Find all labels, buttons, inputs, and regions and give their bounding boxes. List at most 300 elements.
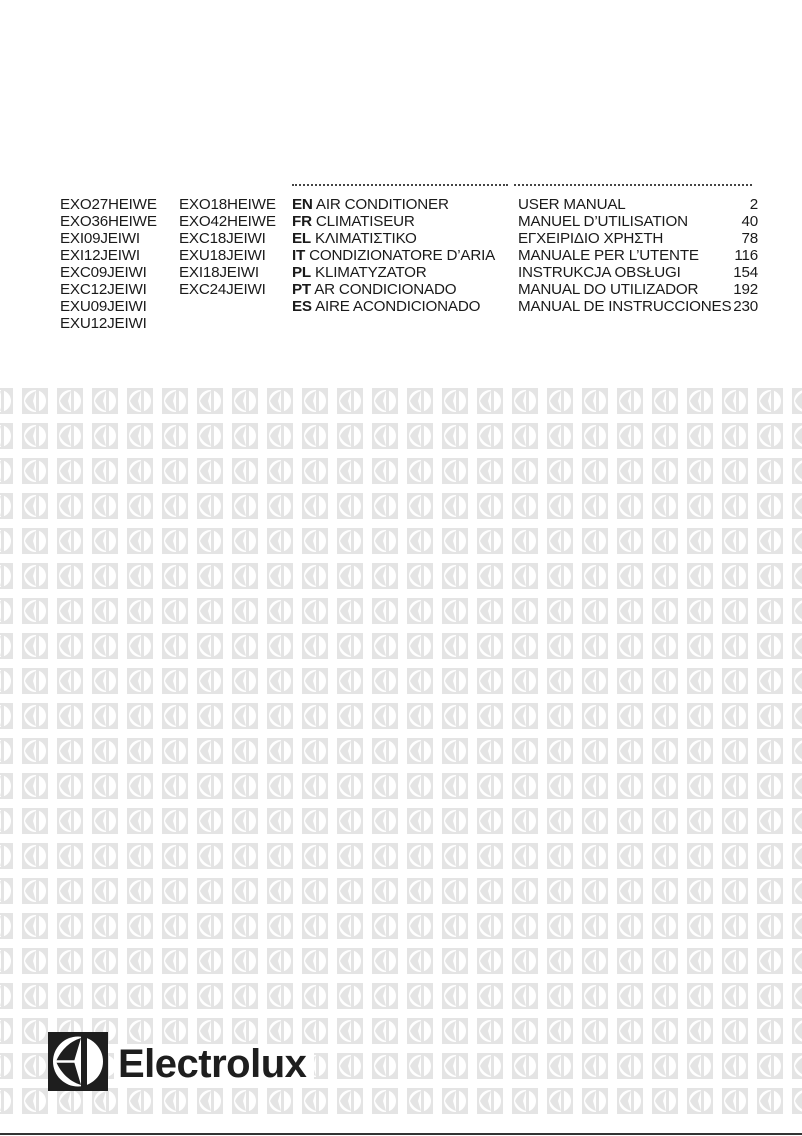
pattern-logo-tile — [757, 983, 783, 1009]
pattern-logo-tile — [197, 423, 223, 449]
pattern-logo-tile — [267, 458, 293, 484]
pattern-logo-tile — [57, 528, 83, 554]
pattern-logo-tile — [792, 843, 802, 869]
pattern-logo-tile — [57, 948, 83, 974]
bottom-rule — [0, 1133, 802, 1135]
pattern-logo-tile — [407, 1053, 433, 1079]
pattern-logo-tile — [57, 773, 83, 799]
pattern-logo-tile — [0, 913, 13, 939]
pattern-logo-tile — [477, 1053, 503, 1079]
pattern-logo-tile — [92, 703, 118, 729]
pattern-logo-tile — [617, 563, 643, 589]
pattern-logo-tile — [582, 773, 608, 799]
pattern-logo-tile — [407, 878, 433, 904]
dotted-divider-right — [514, 184, 752, 186]
pattern-logo-tile — [302, 423, 328, 449]
pattern-logo-tile — [232, 598, 258, 624]
pattern-logo-tile — [442, 633, 468, 659]
pattern-logo-tile — [477, 913, 503, 939]
language-row — [292, 196, 495, 213]
pattern-logo-tile — [57, 983, 83, 1009]
pattern-logo-tile — [162, 388, 188, 414]
pattern-logo-tile — [512, 458, 538, 484]
pattern-logo-tile — [652, 598, 678, 624]
pattern-logo-tile — [547, 983, 573, 1009]
pattern-logo-tile — [92, 528, 118, 554]
pattern-logo-tile — [757, 633, 783, 659]
pattern-logo-tile — [372, 983, 398, 1009]
pattern-logo-tile — [267, 563, 293, 589]
pattern-logo-tile — [512, 913, 538, 939]
model-number: EXU18JEIWI — [179, 247, 266, 264]
pattern-logo-tile — [582, 983, 608, 1009]
pattern-logo-tile — [197, 703, 223, 729]
pattern-logo-tile — [617, 808, 643, 834]
pattern-logo-tile — [22, 843, 48, 869]
pattern-logo-tile — [722, 808, 748, 834]
pattern-logo-tile — [372, 738, 398, 764]
pattern-logo-tile — [687, 458, 713, 484]
pattern-logo-tile — [687, 423, 713, 449]
pattern-logo-tile — [652, 808, 678, 834]
pattern-logo-tile — [302, 598, 328, 624]
pattern-logo-tile — [617, 388, 643, 414]
pattern-logo-tile — [232, 633, 258, 659]
pattern-logo-tile — [652, 1088, 678, 1114]
pattern-logo-tile — [57, 843, 83, 869]
page-number: 154 — [733, 264, 758, 281]
pattern-logo-tile — [687, 598, 713, 624]
pattern-logo-tile — [687, 703, 713, 729]
pattern-logo-tile — [652, 423, 678, 449]
pattern-logo-tile — [127, 1088, 153, 1114]
pattern-logo-tile — [652, 458, 678, 484]
pattern-logo-tile — [372, 598, 398, 624]
pattern-logo-tile — [757, 1088, 783, 1114]
pattern-logo-tile — [162, 808, 188, 834]
pattern-logo-tile — [547, 1018, 573, 1044]
pattern-logo-tile — [337, 528, 363, 554]
pattern-logo-tile — [582, 423, 608, 449]
manual-title: ΕΓΧΕΙΡΙΔΙΟ ΧΡΗΣΤΗ — [518, 230, 664, 247]
pattern-logo-tile — [407, 948, 433, 974]
pattern-logo-tile — [442, 423, 468, 449]
pattern-logo-tile — [162, 493, 188, 519]
manual-title: USER MANUAL — [518, 196, 626, 213]
pattern-logo-tile — [652, 703, 678, 729]
pattern-logo-tile — [302, 843, 328, 869]
pattern-logo-tile — [232, 528, 258, 554]
pattern-logo-tile — [722, 773, 748, 799]
page-number: 192 — [733, 281, 758, 298]
model-number: EXI18JEIWI — [179, 264, 259, 281]
pattern-logo-tile — [687, 633, 713, 659]
pattern-logo-tile — [372, 878, 398, 904]
pattern-logo-tile — [127, 808, 153, 834]
pattern-logo-tile — [197, 1088, 223, 1114]
pattern-logo-tile — [162, 703, 188, 729]
pattern-logo-tile — [687, 983, 713, 1009]
pattern-logo-tile — [722, 948, 748, 974]
pattern-logo-tile — [547, 493, 573, 519]
pattern-logo-tile — [372, 388, 398, 414]
language-code: PT — [292, 281, 312, 298]
pattern-logo-tile — [617, 598, 643, 624]
pattern-logo-tile — [92, 878, 118, 904]
pattern-logo-tile — [92, 1088, 118, 1114]
pattern-logo-tile — [582, 528, 608, 554]
model-number: EXO27HEIWE — [60, 196, 157, 213]
pattern-logo-tile — [757, 948, 783, 974]
pattern-logo-tile — [582, 738, 608, 764]
model-number: EXC24JEIWI — [179, 281, 266, 298]
pattern-logo-tile — [477, 388, 503, 414]
pattern-logo-tile — [477, 1088, 503, 1114]
pattern-logo-tile — [407, 598, 433, 624]
pattern-logo-tile — [0, 738, 13, 764]
model-number: EXU09JEIWI — [60, 298, 147, 315]
pattern-logo-tile — [22, 773, 48, 799]
pattern-logo-tile — [512, 563, 538, 589]
pattern-logo-tile — [22, 633, 48, 659]
pattern-logo-tile — [372, 668, 398, 694]
pattern-logo-tile — [127, 493, 153, 519]
language-code: FR — [292, 213, 312, 230]
pattern-logo-tile — [92, 913, 118, 939]
pattern-logo-tile — [757, 843, 783, 869]
pattern-logo-tile — [757, 808, 783, 834]
page-number: 2 — [749, 196, 758, 213]
pattern-logo-tile — [617, 528, 643, 554]
pattern-logo-tile — [617, 843, 643, 869]
pattern-logo-tile — [57, 563, 83, 589]
manual-title: MANUAL DO UTILIZADOR — [518, 281, 699, 298]
pattern-logo-tile — [792, 948, 802, 974]
pattern-logo-tile — [547, 563, 573, 589]
pattern-logo-tile — [407, 493, 433, 519]
manual-row — [518, 264, 758, 281]
pattern-logo-tile — [22, 1088, 48, 1114]
pattern-logo-tile — [302, 703, 328, 729]
pattern-logo-tile — [617, 913, 643, 939]
pattern-logo-tile — [232, 948, 258, 974]
pattern-logo-tile — [232, 1088, 258, 1114]
pattern-logo-tile — [757, 1018, 783, 1044]
pattern-logo-tile — [512, 878, 538, 904]
manual-title: MANUEL D’UTILISATION — [518, 213, 688, 230]
pattern-logo-tile — [57, 703, 83, 729]
pattern-logo-tile — [442, 1053, 468, 1079]
pattern-logo-tile — [512, 668, 538, 694]
pattern-logo-tile — [477, 633, 503, 659]
pattern-logo-tile — [792, 388, 802, 414]
pattern-logo-tile — [477, 808, 503, 834]
pattern-logo-tile — [582, 843, 608, 869]
pattern-logo-tile — [92, 843, 118, 869]
pattern-logo-tile — [127, 563, 153, 589]
pattern-logo-tile — [512, 773, 538, 799]
product-name: CLIMATISEUR — [315, 213, 415, 230]
pattern-logo-tile — [197, 948, 223, 974]
pattern-logo-tile — [57, 633, 83, 659]
pattern-logo-tile — [0, 423, 13, 449]
pattern-logo-tile — [302, 388, 328, 414]
pattern-logo-tile — [162, 458, 188, 484]
model-number: EXU12JEIWI — [60, 315, 147, 332]
pattern-logo-tile — [162, 598, 188, 624]
pattern-logo-tile — [267, 738, 293, 764]
pattern-logo-tile — [442, 528, 468, 554]
pattern-logo-tile — [687, 528, 713, 554]
pattern-logo-tile — [687, 808, 713, 834]
pattern-logo-tile — [722, 458, 748, 484]
pattern-logo-tile — [512, 1018, 538, 1044]
pattern-logo-tile — [57, 668, 83, 694]
pattern-logo-tile — [162, 423, 188, 449]
pattern-logo-tile — [337, 843, 363, 869]
pattern-logo-tile — [197, 843, 223, 869]
pattern-logo-tile — [302, 668, 328, 694]
pattern-logo-tile — [0, 598, 13, 624]
pattern-logo-tile — [337, 598, 363, 624]
pattern-logo-tile — [232, 388, 258, 414]
pattern-logo-tile — [302, 808, 328, 834]
pattern-logo-tile — [722, 878, 748, 904]
pattern-logo-tile — [92, 493, 118, 519]
pattern-logo-tile — [0, 633, 13, 659]
pattern-logo-tile — [302, 528, 328, 554]
pattern-logo-tile — [792, 738, 802, 764]
pattern-logo-tile — [0, 563, 13, 589]
pattern-logo-tile — [792, 598, 802, 624]
page-number: 78 — [741, 230, 758, 247]
pattern-logo-tile — [267, 528, 293, 554]
pattern-logo-tile — [617, 1018, 643, 1044]
pattern-logo-tile — [477, 528, 503, 554]
pattern-logo-tile — [162, 948, 188, 974]
pattern-logo-tile — [652, 1053, 678, 1079]
pattern-logo-tile — [302, 1088, 328, 1114]
pattern-logo-tile — [687, 563, 713, 589]
language-code: EN — [292, 196, 313, 213]
language-product-list — [292, 196, 495, 315]
page-number: 230 — [733, 298, 758, 315]
pattern-logo-tile — [57, 738, 83, 764]
pattern-logo-tile — [0, 1088, 13, 1114]
manual-row — [518, 196, 758, 213]
pattern-logo-tile — [757, 388, 783, 414]
pattern-logo-tile — [57, 458, 83, 484]
pattern-logo-tile — [22, 1053, 48, 1079]
pattern-logo-tile — [757, 458, 783, 484]
pattern-logo-tile — [57, 913, 83, 939]
pattern-logo-tile — [267, 948, 293, 974]
pattern-logo-tile — [92, 563, 118, 589]
pattern-logo-tile — [792, 668, 802, 694]
pattern-logo-tile — [127, 948, 153, 974]
pattern-logo-tile — [792, 423, 802, 449]
pattern-logo-tile — [337, 773, 363, 799]
pattern-logo-tile — [442, 1088, 468, 1114]
pattern-logo-tile — [127, 773, 153, 799]
page-number: 116 — [734, 247, 758, 264]
pattern-logo-tile — [652, 843, 678, 869]
model-number: EXC09JEIWI — [60, 264, 147, 281]
pattern-logo-tile — [337, 913, 363, 939]
pattern-logo-tile — [757, 878, 783, 904]
pattern-logo-tile — [442, 1018, 468, 1044]
pattern-logo-tile — [512, 703, 538, 729]
pattern-logo-tile — [792, 493, 802, 519]
language-row — [292, 298, 495, 315]
pattern-logo-tile — [512, 423, 538, 449]
pattern-logo-tile — [547, 948, 573, 974]
pattern-logo-tile — [22, 703, 48, 729]
pattern-logo-tile — [162, 843, 188, 869]
language-code: PL — [292, 264, 312, 281]
pattern-logo-tile — [372, 1053, 398, 1079]
pattern-logo-tile — [22, 668, 48, 694]
pattern-logo-tile — [687, 738, 713, 764]
pattern-logo-tile — [22, 458, 48, 484]
pattern-logo-tile — [92, 948, 118, 974]
pattern-logo-tile — [267, 913, 293, 939]
pattern-logo-tile — [722, 388, 748, 414]
pattern-logo-tile — [477, 983, 503, 1009]
pattern-logo-tile — [302, 878, 328, 904]
pattern-logo-tile — [372, 843, 398, 869]
pattern-logo-tile — [722, 703, 748, 729]
pattern-logo-tile — [722, 633, 748, 659]
pattern-logo-tile — [407, 423, 433, 449]
pattern-logo-tile — [407, 773, 433, 799]
pattern-logo-tile — [652, 563, 678, 589]
pattern-logo-tile — [477, 843, 503, 869]
language-code: IT — [292, 247, 306, 264]
pattern-logo-tile — [22, 493, 48, 519]
pattern-logo-tile — [0, 493, 13, 519]
pattern-logo-tile — [792, 458, 802, 484]
pattern-logo-tile — [617, 948, 643, 974]
pattern-logo-tile — [442, 913, 468, 939]
pattern-logo-tile — [197, 493, 223, 519]
pattern-logo-tile — [477, 773, 503, 799]
manual-row — [518, 230, 758, 247]
pattern-logo-tile — [337, 633, 363, 659]
pattern-logo-tile — [197, 983, 223, 1009]
pattern-logo-tile — [162, 668, 188, 694]
pattern-logo-tile — [757, 528, 783, 554]
pattern-logo-tile — [302, 983, 328, 1009]
pattern-logo-tile — [162, 563, 188, 589]
pattern-logo-tile — [477, 738, 503, 764]
pattern-logo-tile — [792, 703, 802, 729]
pattern-logo-tile — [512, 983, 538, 1009]
pattern-logo-tile — [267, 878, 293, 904]
pattern-logo-tile — [162, 1088, 188, 1114]
pattern-logo-tile — [477, 563, 503, 589]
pattern-logo-tile — [407, 388, 433, 414]
page-number: 40 — [741, 213, 758, 230]
language-row — [292, 281, 495, 298]
pattern-logo-tile — [22, 423, 48, 449]
pattern-logo-tile — [22, 1018, 48, 1044]
pattern-logo-tile — [302, 493, 328, 519]
pattern-logo-tile — [0, 668, 13, 694]
pattern-logo-tile — [337, 1053, 363, 1079]
pattern-logo-tile — [757, 668, 783, 694]
pattern-logo-tile — [407, 563, 433, 589]
pattern-logo-tile — [442, 738, 468, 764]
pattern-logo-tile — [372, 493, 398, 519]
model-number: EXI09JEIWI — [60, 230, 140, 247]
pattern-logo-tile — [337, 423, 363, 449]
product-name: AIR CONDITIONER — [315, 196, 449, 213]
model-number: EXO18HEIWE — [179, 196, 276, 213]
pattern-logo-tile — [617, 423, 643, 449]
pattern-logo-tile — [722, 738, 748, 764]
pattern-logo-tile — [687, 1018, 713, 1044]
pattern-logo-tile — [0, 458, 13, 484]
pattern-logo-tile — [547, 458, 573, 484]
pattern-logo-tile — [757, 703, 783, 729]
pattern-logo-tile — [547, 773, 573, 799]
manual-page-index — [518, 196, 758, 315]
pattern-logo-tile — [512, 738, 538, 764]
pattern-logo-tile — [617, 458, 643, 484]
pattern-logo-tile — [792, 528, 802, 554]
pattern-logo-tile — [197, 808, 223, 834]
pattern-logo-tile — [512, 598, 538, 624]
pattern-logo-tile — [582, 563, 608, 589]
pattern-logo-tile — [267, 423, 293, 449]
pattern-logo-tile — [302, 563, 328, 589]
pattern-logo-tile — [162, 913, 188, 939]
pattern-logo-tile — [442, 458, 468, 484]
pattern-logo-tile — [757, 598, 783, 624]
pattern-logo-tile — [722, 843, 748, 869]
pattern-logo-tile — [477, 948, 503, 974]
pattern-logo-tile — [197, 878, 223, 904]
pattern-logo-tile — [302, 948, 328, 974]
pattern-logo-tile — [477, 493, 503, 519]
pattern-logo-tile — [547, 703, 573, 729]
pattern-logo-tile — [582, 1088, 608, 1114]
pattern-logo-tile — [757, 913, 783, 939]
pattern-logo-tile — [127, 668, 153, 694]
pattern-logo-tile — [512, 808, 538, 834]
pattern-logo-tile — [22, 598, 48, 624]
product-name: AR CONDICIONADO — [314, 281, 457, 298]
pattern-logo-tile — [722, 668, 748, 694]
pattern-logo-tile — [127, 983, 153, 1009]
pattern-logo-tile — [372, 1018, 398, 1044]
pattern-logo-tile — [337, 493, 363, 519]
pattern-logo-tile — [22, 983, 48, 1009]
pattern-logo-tile — [302, 633, 328, 659]
pattern-logo-tile — [0, 1053, 13, 1079]
pattern-logo-tile — [0, 983, 13, 1009]
pattern-logo-tile — [442, 388, 468, 414]
pattern-logo-tile — [232, 983, 258, 1009]
pattern-logo-tile — [652, 773, 678, 799]
pattern-logo-tile — [792, 773, 802, 799]
pattern-logo-tile — [547, 1088, 573, 1114]
pattern-logo-tile — [162, 738, 188, 764]
pattern-logo-tile — [0, 703, 13, 729]
pattern-logo-tile — [547, 878, 573, 904]
pattern-logo-tile — [127, 528, 153, 554]
